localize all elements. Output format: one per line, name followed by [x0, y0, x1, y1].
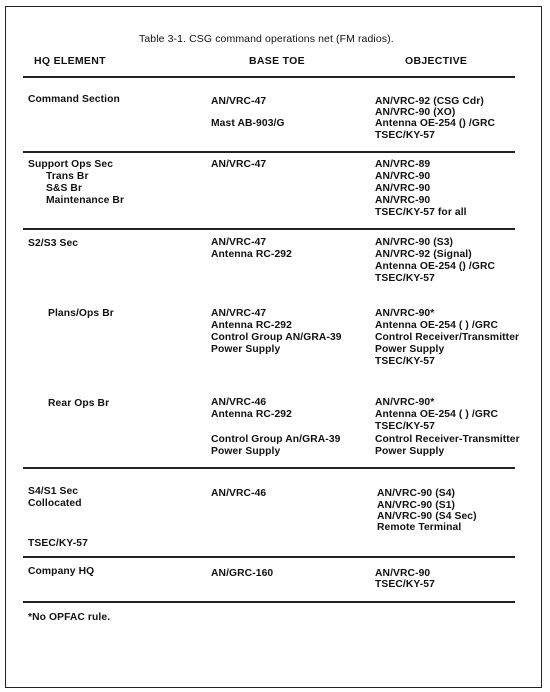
objective-cell: TSEC/KY-57: [375, 421, 435, 432]
objective-cell: Control Receiver/Transmitter: [375, 332, 520, 343]
hq-element-cell: TSEC/KY-57: [28, 538, 88, 549]
objective-cell: AN/VRC-90: [375, 568, 431, 579]
base-toe-cell: Power Supply: [211, 344, 281, 355]
row-rule: [23, 467, 515, 469]
objective-cell: Antenna OE-254 () /GRC: [375, 261, 496, 272]
header-rule: [23, 76, 515, 78]
objective-cell: TSEC/KY-57: [375, 130, 435, 141]
base-toe-cell: Mast AB-903/G: [211, 118, 285, 129]
objective-cell: AN/VRC-90 (S4 Sec): [377, 511, 477, 522]
base-toe-cell: Antenna RC-292: [211, 249, 292, 260]
objective-cell: AN/VRC-90 (S1): [377, 500, 456, 511]
hq-element-cell: Trans Br: [46, 171, 89, 182]
objective-cell: AN/VRC-92 (Signal): [375, 249, 472, 260]
base-toe-cell: AN/GRC-160: [211, 568, 274, 579]
base-toe-cell: AN/VRC-46: [211, 397, 267, 408]
header-base-toe: BASE TOE: [249, 55, 305, 67]
objective-cell: AN/VRC-90 (S4): [377, 488, 456, 499]
objective-cell: AN/VRC-90 (S3): [375, 237, 454, 248]
objective-cell: AN/VRC-92 (CSG Cdr): [375, 96, 484, 107]
objective-cell: Power Supply: [375, 344, 445, 355]
objective-cell: Remote Terminal: [377, 522, 462, 533]
base-toe-cell: AN/VRC-47: [211, 237, 267, 248]
row-rule: [23, 601, 515, 603]
hq-element-cell: S4/S1 Sec: [28, 486, 79, 497]
objective-cell: Power Supply: [375, 446, 445, 457]
objective-cell: Antenna OE-254 () /GRC: [375, 118, 496, 129]
objective-cell: TSEC/KY-57: [375, 356, 435, 367]
objective-cell: AN/VRC-90: [375, 195, 431, 206]
base-toe-cell: AN/VRC-47: [211, 96, 267, 107]
objective-cell: AN/VRC-90*: [375, 397, 435, 408]
base-toe-cell: Antenna RC-292: [211, 320, 292, 331]
table-title: Table 3-1. CSG command operations net (FM radios).: [139, 33, 394, 45]
hq-element-cell: S2/S3 Sec: [28, 238, 79, 249]
base-toe-cell: AN/VRC-47: [211, 159, 267, 170]
hq-element-cell: Company HQ: [28, 566, 95, 577]
objective-cell: AN/VRC-90 (XO): [375, 107, 456, 118]
base-toe-cell: Antenna RC-292: [211, 409, 292, 420]
row-rule: [23, 228, 515, 230]
objective-cell: TSEC/KY-57 for all: [375, 207, 467, 218]
objective-cell: Antenna OE-254 ( ) /GRC: [375, 320, 499, 331]
objective-cell: Control Receiver-Transmitter: [375, 434, 520, 445]
base-toe-cell: Power Supply: [211, 446, 281, 457]
hq-element-cell: Rear Ops Br: [48, 398, 110, 409]
base-toe-cell: Control Group AN/GRA-39: [211, 332, 342, 343]
row-rule: [23, 151, 515, 153]
base-toe-cell: AN/VRC-47: [211, 308, 267, 319]
hq-element-cell: Collocated: [28, 498, 82, 509]
header-objective: OBJECTIVE: [405, 55, 468, 67]
hq-element-cell: S&S Br: [46, 183, 83, 194]
objective-cell: AN/VRC-89: [375, 159, 431, 170]
footnote: *No OPFAC rule.: [28, 612, 111, 623]
hq-element-cell: Plans/Ops Br: [48, 308, 114, 319]
objective-cell: TSEC/KY-57: [375, 273, 435, 284]
objective-cell: AN/VRC-90: [375, 171, 431, 182]
hq-element-cell: Support Ops Sec: [28, 159, 114, 170]
base-toe-cell: Control Group An/GRA-39: [211, 434, 341, 445]
objective-cell: AN/VRC-90: [375, 183, 431, 194]
hq-element-cell: Command Section: [28, 94, 120, 105]
base-toe-cell: AN/VRC-46: [211, 488, 267, 499]
header-hq-element: HQ ELEMENT: [34, 55, 106, 67]
objective-cell: AN/VRC-90*: [375, 308, 435, 319]
objective-cell: TSEC/KY-57: [375, 579, 435, 590]
row-rule: [23, 556, 515, 558]
objective-cell: Antenna OE-254 ( ) /GRC: [375, 409, 499, 420]
hq-element-cell: Maintenance Br: [46, 195, 125, 206]
